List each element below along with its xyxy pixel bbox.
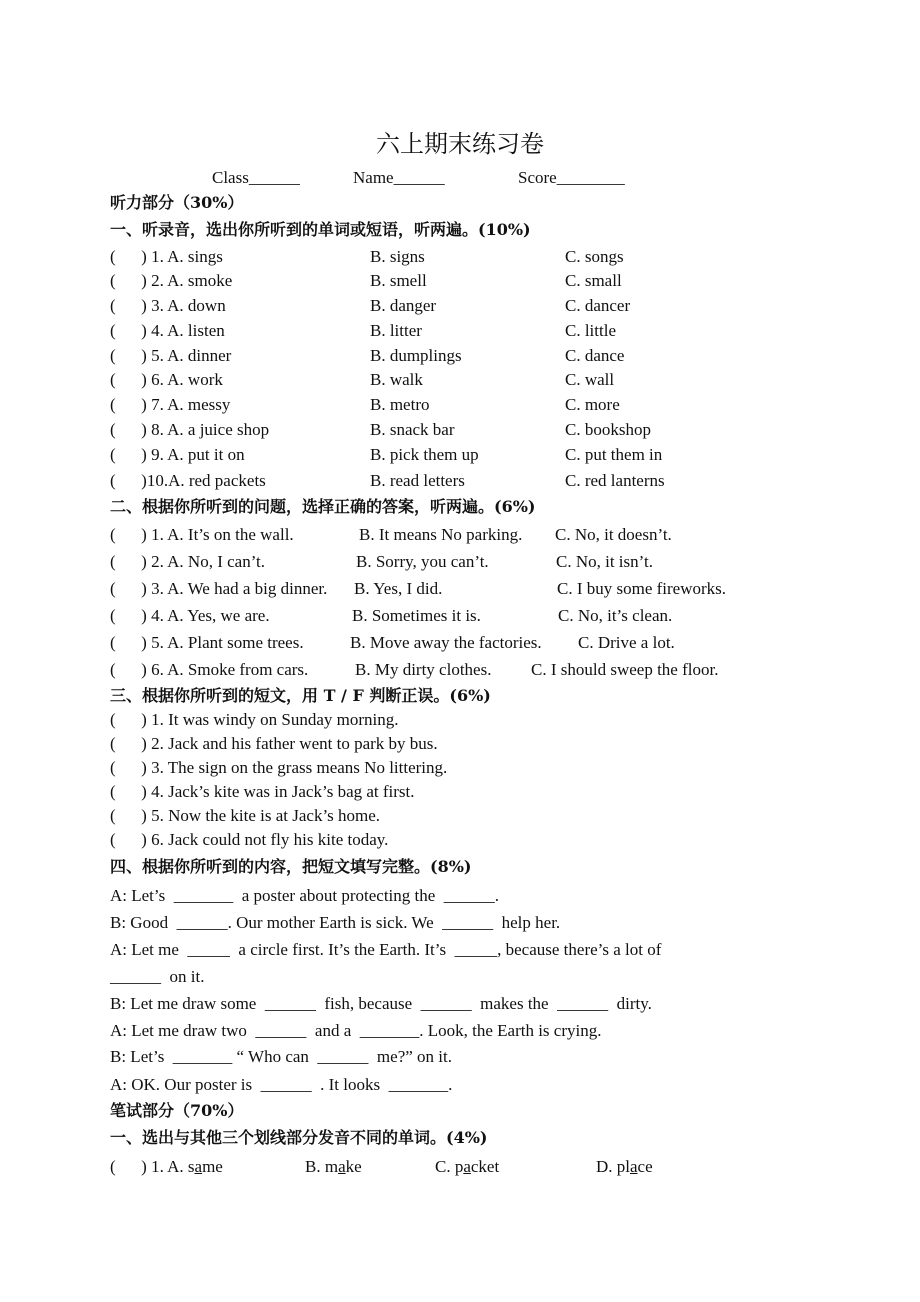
part3-q4: ( ) 4. Jack’s kite was in Jack’s bag at first. xyxy=(110,782,415,801)
part1-q9-c: C. put them in xyxy=(565,445,663,464)
part3-q1: ( ) 1. It was windy on Sunday morning. xyxy=(110,710,399,729)
part1-q6-c: C. wall xyxy=(565,370,615,389)
part2-q1-c: C. No, it doesn’t. xyxy=(555,525,672,544)
part5-q1-c xyxy=(435,1157,499,1177)
score-field: Score________ xyxy=(518,168,625,187)
part1-q3-b: B. danger xyxy=(370,296,437,315)
part2-q4-b: B. Sometimes it is. xyxy=(352,606,481,625)
part3-q5: ( ) 5. Now the kite is at Jack’s home. xyxy=(110,806,381,825)
word-pre: D. pl xyxy=(596,1157,630,1176)
part2-q6-c: C. I should sweep the floor. xyxy=(531,660,719,679)
writing-header: 笔试部分（70%） xyxy=(110,1101,244,1120)
part1-q9-a: ( ) 9. A. put it on xyxy=(110,445,245,464)
part1-q8-a: ( ) 8. A. a juice shop xyxy=(110,420,270,439)
part2-q2-b: B. Sorry, you can’t. xyxy=(356,552,489,571)
part1-q1-b: B. signs xyxy=(370,247,425,266)
part1-q7-c: C. more xyxy=(565,395,620,414)
class-field: Class______ xyxy=(212,168,300,187)
dialogue-line: A: Let me draw two ______ and a _______. Look, the Earth is crying. xyxy=(110,1021,602,1040)
dialogue-line: B: Let me draw some ______ fish, because ______ makes the ______ dirty. xyxy=(110,994,652,1013)
dialogue-line: ______ on it. xyxy=(110,967,205,986)
part1-q8-c: C. bookshop xyxy=(565,420,651,439)
part1-q2-a: ( ) 2. A. smoke xyxy=(110,271,233,290)
word-rest: ke xyxy=(345,1157,362,1176)
part5-q1-a xyxy=(110,1157,223,1177)
part2-q3-a: ( ) 3. A. We had a big dinner. xyxy=(110,579,328,598)
underlined-letter: a xyxy=(194,1157,203,1176)
name-field: Name______ xyxy=(353,168,445,187)
word-rest: cket xyxy=(470,1157,500,1176)
part2-q6-a: ( ) 6. A. Smoke from cars. xyxy=(110,660,309,679)
part1-q10-a: ( )10.A. red packets xyxy=(110,471,266,490)
part1-q5-c: C. dance xyxy=(565,346,625,365)
dialogue-line: A: OK. Our poster is ______ . It looks _______. xyxy=(110,1075,453,1094)
part2-q1-b: B. It means No parking. xyxy=(359,525,523,544)
word-pre: C. p xyxy=(435,1157,464,1176)
part1-q1-c: C. songs xyxy=(565,247,624,266)
part2-header: 二、根据你所听到的问题，选择正确的答案，听两遍。(6%) xyxy=(110,497,536,516)
part1-q4-a: ( ) 4. A. listen xyxy=(110,321,225,340)
part2-q2-c: C. No, it isn’t. xyxy=(556,552,653,571)
part1-q1-a: ( ) 1. A. sings xyxy=(110,247,223,266)
part1-header: 一、听录音，选出你所听到的单词或短语，听两遍。(10%) xyxy=(110,220,531,239)
part2-q2-a: ( ) 2. A. No, I can’t. xyxy=(110,552,266,571)
part1-q7-a: ( ) 7. A. messy xyxy=(110,395,231,414)
part3-q2: ( ) 2. Jack and his father went to park by bus. xyxy=(110,734,438,753)
part1-q6-b: B. walk xyxy=(370,370,423,389)
part1-q3-a: ( ) 3. A. down xyxy=(110,296,226,315)
part1-q3-c: C. dancer xyxy=(565,296,631,315)
part3-q3: ( ) 3. The sign on the grass means No littering. xyxy=(110,758,448,777)
dialogue-line: B: Let’s _______ “ Who can ______ me?” on it. xyxy=(110,1047,452,1066)
part1-q2-c: C. small xyxy=(565,271,622,290)
part2-q5-a: ( ) 5. A. Plant some trees. xyxy=(110,633,304,652)
part1-q8-b: B. snack bar xyxy=(370,420,455,439)
part2-q5-c: C. Drive a lot. xyxy=(578,633,675,652)
underlined-letter: a xyxy=(463,1157,471,1176)
part2-q4-c: C. No, it’s clean. xyxy=(558,606,673,625)
part1-q9-b: B. pick them up xyxy=(370,445,479,464)
part2-q3-b: B. Yes, I did. xyxy=(354,579,443,598)
dialogue-line: A: Let me _____ a circle first. It’s the Earth. It’s _____, because there’s a lot of xyxy=(110,940,662,959)
dialogue-line: A: Let’s _______ a poster about protecting the ______. xyxy=(110,886,500,905)
part1-q10-b: B. read letters xyxy=(370,471,465,490)
underlined-letter: a xyxy=(338,1157,346,1176)
underlined-letter: a xyxy=(630,1157,638,1176)
part1-q5-b: B. dumplings xyxy=(370,346,462,365)
word-rest: ce xyxy=(637,1157,653,1176)
part2-q1-a: ( ) 1. A. It’s on the wall. xyxy=(110,525,294,544)
part1-q2-b: B. smell xyxy=(370,271,427,290)
page-title: 六上期末练习卷 xyxy=(376,130,544,158)
word-pre: B. m xyxy=(305,1157,339,1176)
part3-header: 三、根据你所听到的短文，用 T / F 判断正误。(6%) xyxy=(110,686,491,705)
part5-q1-b xyxy=(305,1157,362,1177)
part2-q3-c: C. I buy some fireworks. xyxy=(557,579,727,598)
part1-q4-b: B. litter xyxy=(370,321,422,340)
part1-q5-a: ( ) 5. A. dinner xyxy=(110,346,232,365)
part2-q6-b: B. My dirty clothes. xyxy=(355,660,492,679)
part1-q7-b: B. metro xyxy=(370,395,430,414)
part5-header: 一、选出与其他三个划线部分发音不同的单词。(4%) xyxy=(110,1128,488,1147)
part5-q1-num: ( ) 1. A. s xyxy=(110,1157,195,1176)
part4-header: 四、根据你所听到的内容，把短文填写完整。(8%) xyxy=(110,857,472,876)
part1-q4-c: C. little xyxy=(565,321,616,340)
part5-q1-d xyxy=(596,1157,653,1177)
part1-q10-c: C. red lanterns xyxy=(565,471,665,490)
part1-q6-a: ( ) 6. A. work xyxy=(110,370,223,389)
part2-q4-a: ( ) 4. A. Yes, we are. xyxy=(110,606,270,625)
listening-header: 听力部分（30%） xyxy=(110,193,244,212)
word-rest: me xyxy=(202,1157,223,1176)
dialogue-line: B: Good ______. Our mother Earth is sick. We ______ help her. xyxy=(110,913,561,932)
part3-q6: ( ) 6. Jack could not fly his kite today. xyxy=(110,830,389,849)
part2-q5-b: B. Move away the factories. xyxy=(350,633,542,652)
